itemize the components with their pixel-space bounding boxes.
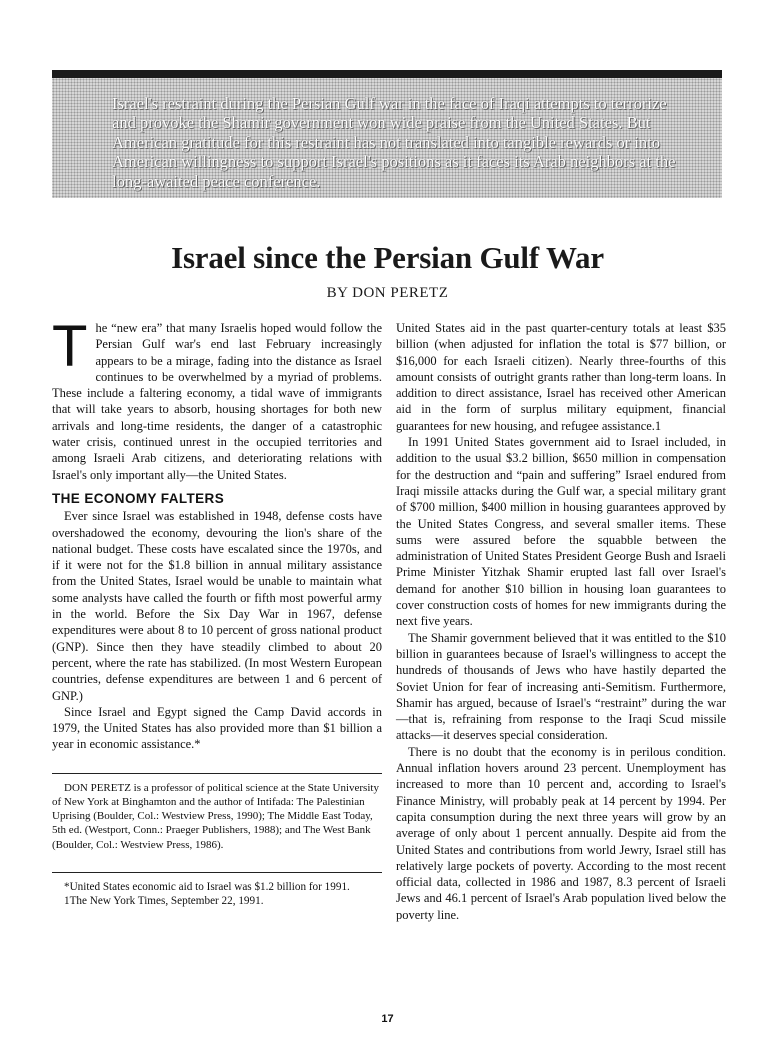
body-paragraph: Ever since Israel was established in 1948, defense costs have overshadowed the economy, devouring the lion's share of the national budget. These costs have escalated since the 1970s, and if it were not for the $1.8 billion in annual military assistance from the United States, Israel would be unable to maintain what some analysts have called the fourth or fifth most powerful army in the world. Before the Six Day War in 1967, defense expenditures were about 8 to 10 percent of gross national product (GNP). Since then they have steadily climbed to about 20 percent, where the rate has stabilized. (In most Western European countries, defense expenditures are between 1 and 6 percent of GNP.) xyxy=(52,509,382,703)
left-column xyxy=(52,314,382,909)
header-rule xyxy=(52,70,722,78)
right-column xyxy=(396,320,726,923)
section-heading: THE ECONOMY FALTERS xyxy=(52,490,225,506)
footnote: *United States economic aid to Israel was $1.2 billion for 1991. xyxy=(64,880,350,893)
article-title: Israel since the Persian Gulf War xyxy=(171,240,604,275)
author-bio: DON PERETZ is a professor of political science at the State University of New York at Binghamton and the author of Intifada: The Palestinian Uprising (Boulder, Col.: Westview Press, 1990); The Middle East Today, 5th ed. (Westport, Conn.: Praeger Publishers, 1988); and The West Bank (Boulder, Col.: Westview Press, 1986). xyxy=(52,781,379,851)
body-paragraph: United States aid in the past quarter-century totals at least $35 billion (when adjusted for inflation the total is $77 billion, or $16,000 for each Israeli citizen). Nearly three-fourths of this amount consists of outright grants rather than long-term loans. In addition to direct assistance, Israel has received other American aid in the form of surplus military equipment, financial guarantees for new housing, and refugee assistance.1 xyxy=(396,321,726,433)
intro-text: he “new era” that many Israelis hoped would follow the Persian Gulf war's end last February increasingly appears to be a mirage, fading into the distance as Israel continues to be overwhelmed by a myriad of problems. These include a faltering economy, a tidal wave of immigrants that will take years to absorb, housing shortages for both new arrivals and long-time residents, the danger of a catastrophic water crisis, continued unrest in the occupied territories and among Israeli Arab citizens, and deteriorating relations with Israel's only important ally—the United States. xyxy=(52,321,382,482)
body-paragraph: The Shamir government believed that it was entitled to the $10 billion in guarantees because of Israel's willingness to accept the hundreds of thousands of Jews who have hastily departed the Soviet Union for fear of increasing anti-Semitism. Furthermore, Shamir has argued, because of Israel's “restraint” during the war—that is, refraining from response to the Iraqi Scud missile attacks—it deserves special consideration. xyxy=(396,630,726,743)
author-rule xyxy=(52,773,382,774)
intro-paragraph xyxy=(52,314,382,483)
pull-quote: Israel's restraint during the Persian Gulf war in the face of Iraqi attempts to terrorize and provoke the Shamir government won wide praise from the United States. But American gratitude for this restraint has not translated into tangible rewards or into American willingness to support Israel's positions as it faces its Arab neighbors at the long-awaited peace conference. xyxy=(112,94,676,191)
byline: BY DON PERETZ xyxy=(326,285,449,301)
body-paragraph: Since Israel and Egypt signed the Camp David accords in 1979, the United States has also provided more than $1 billion a year in economic assistance.* xyxy=(52,704,382,752)
footnote-rule xyxy=(52,872,382,873)
body-paragraph: In 1991 United States government aid to Israel included, in addition to the usual $3.2 billion, $650 million in compensation for the destruction and “pain and suffering” Israel endured from Iraqi missile attacks during the Gulf war, a special military grant of $700 million, $400 million in housing guarantees approved by the United States Congress, and several smaller items. These sums were assured before the squabble between the administration of United States President George Bush and Israeli Prime Minister Yitzhak Shamir erupted last fall over Israel's demand for another $10 billion in housing loan guarantees to cover construction costs of homes for new immigrants during the next five years. xyxy=(396,435,726,629)
footnote: 1The New York Times, September 22, 1991. xyxy=(64,895,264,908)
drop-cap: T xyxy=(52,314,88,379)
page-number: 17 xyxy=(381,1013,394,1025)
body-paragraph: There is no doubt that the economy is in perilous condition. Annual inflation hovers around 23 percent. Unemployment has increased to more than 10 percent and, according to Israel's Finance Ministry, will probably peak at 14 percent by 1994. Per capita consumption during the next three years will grow by an average of only about 1 percent annually. Despite aid from the United States and contributions from world Jewry, Israel still has relatively large pockets of poverty. According to the most recent official data, collected in 1986 and 1987, 8.3 percent of Israeli Jews and 46.1 percent of Israel's Arab population lived below the poverty line. xyxy=(396,744,726,922)
